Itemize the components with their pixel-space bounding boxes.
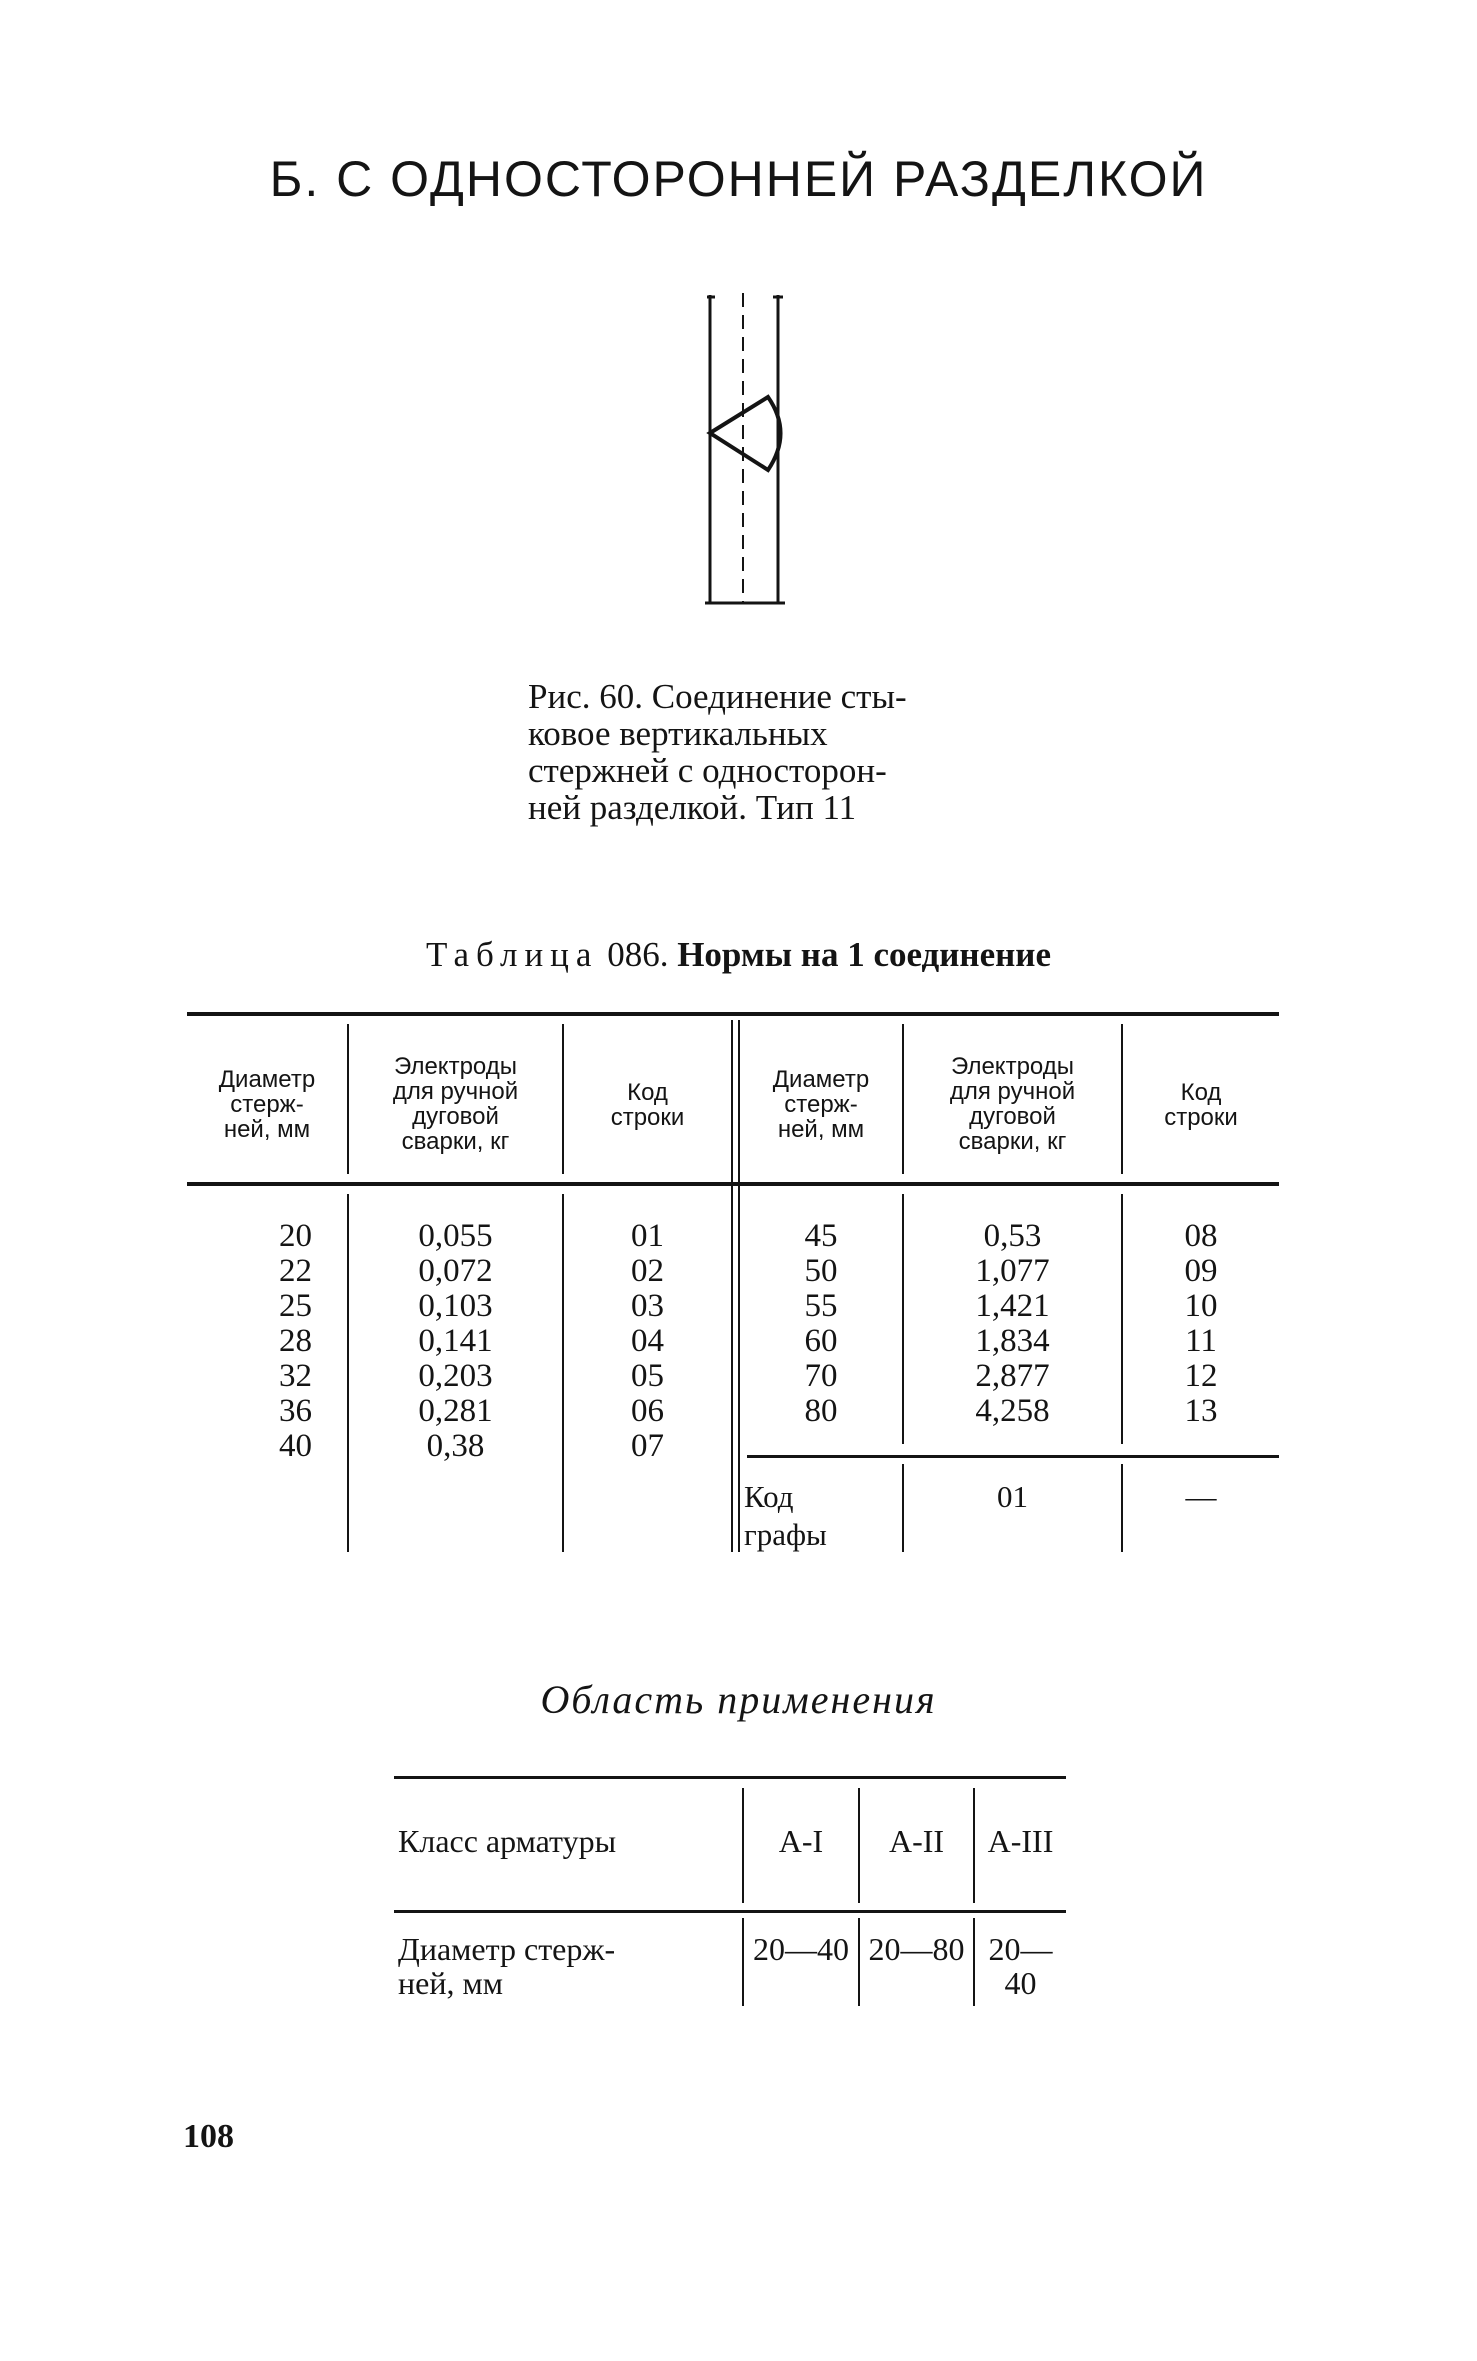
table-cell: 0,141 [418,1323,493,1359]
header-line: дуговой [969,1103,1056,1130]
scope-mid-rule [394,1910,1066,1913]
table-cell: 45 [804,1218,838,1254]
footer-label-line: Код [744,1479,794,1514]
table-cell: 25 [279,1288,312,1324]
table-cell: 4,258 [975,1393,1050,1429]
table-cell: 0,103 [418,1288,493,1324]
header-line: сварки, кг [401,1128,510,1155]
header-line: Электроды [951,1053,1074,1080]
class-a3: A-III [987,1823,1054,1859]
caption-line: ковое вертикальных [528,714,828,753]
table-cell: 03 [631,1288,664,1324]
left-code-column [564,1219,731,1464]
table-title-text: Нормы на 1 соединение [677,935,1051,974]
header-line: Диаметр [218,1066,316,1093]
table-cell: 55 [804,1288,838,1324]
table-cell: 40 [279,1428,312,1464]
left-diameter-column [187,1219,312,1464]
header-line: сварки, кг [958,1128,1067,1155]
table-cell: 09 [1184,1253,1218,1289]
scope-top-rule [394,1776,1066,1779]
column-code-label [744,1478,827,1554]
table-cell: 04 [631,1323,664,1359]
header-code [1123,1080,1279,1130]
right-electrodes-column [904,1219,1121,1429]
table-cell: 10 [1184,1288,1218,1324]
table-cell: 36 [279,1393,312,1429]
table-title-prefix: Таблица [426,935,599,974]
electrodes-column-code: 01 [997,1479,1028,1514]
table-cell: 05 [631,1358,664,1394]
table-cell: 50 [804,1253,838,1289]
footer-label-line: графы [744,1517,827,1552]
table-cell: 28 [279,1323,312,1359]
header-line: для ручной [392,1078,519,1105]
diameter-label [398,1932,698,2000]
range-a2: 20—80 [868,1931,965,1967]
table-top-rule [187,1012,1279,1016]
table-cell: 1,421 [975,1288,1050,1324]
header-diameter [740,1067,902,1142]
double-divider [731,1020,733,1552]
header-line: ней, мм [223,1116,311,1143]
table-title [0,935,1477,975]
table-cell: 11 [1185,1323,1217,1359]
table-cell: 70 [804,1358,838,1394]
caption-line: стержней с односторон- [528,751,887,790]
table-cell: 0,38 [426,1428,485,1464]
table-cell: 0,055 [418,1218,493,1254]
range-a3: 20—40 [988,1931,1053,2001]
class-a2: A-II [888,1823,945,1859]
header-line: Электроды [394,1053,517,1080]
table-number: 086. [607,935,669,974]
table-cell: 06 [631,1393,664,1429]
table-cell: 01 [631,1218,664,1254]
table-cell: 0,203 [418,1358,493,1394]
header-bottom-rule [187,1182,1279,1186]
table-cell: 12 [1184,1358,1218,1394]
table-cell: 1,834 [975,1323,1050,1359]
table-cell: 13 [1184,1393,1218,1429]
figure-caption [528,678,948,826]
table-cell: 1,077 [975,1253,1050,1289]
norms-table [187,1012,1279,1552]
scope-title: Область применения [540,1677,937,1722]
header-electrodes [349,1054,562,1154]
header-line: ней, мм [777,1116,865,1143]
table-cell: 60 [804,1323,838,1359]
class-label: Класс арматуры [398,1823,617,1859]
header-line: дуговой [412,1103,499,1130]
weld-joint-figure [685,285,805,610]
diameter-label-line: Диаметр стерж- [398,1931,616,1967]
table-cell: 0,072 [418,1253,493,1289]
table-cell: 02 [631,1253,664,1289]
caption-line: ней разделкой. Тип 11 [528,788,857,827]
table-cell: 80 [804,1393,838,1429]
left-electrodes-column [349,1219,562,1464]
footer-rule [747,1455,1279,1458]
right-code-column [1123,1219,1279,1429]
header-diameter [187,1067,347,1142]
row-code-dash: — [1185,1479,1217,1514]
header-line: Диаметр [772,1066,870,1093]
section-title: Б. С ОДНОСТОРОННЕЙ РАЗДЕЛКОЙ [269,151,1208,207]
range-a1: 20—40 [753,1931,849,1967]
table-cell: 07 [631,1428,664,1464]
table-cell: 22 [279,1253,312,1289]
right-diameter-column [740,1219,902,1429]
table-cell: 0,281 [418,1393,493,1429]
header-line: Код [1180,1079,1222,1106]
diameter-label-line: ней, мм [398,1965,503,2001]
header-line: строки [1164,1104,1238,1131]
table-cell: 20 [279,1218,312,1254]
table-cell: 0,53 [983,1218,1042,1254]
table-cell: 32 [279,1358,312,1394]
header-line: стерж- [784,1091,858,1118]
header-line: Код [627,1079,668,1106]
header-line: строки [610,1104,685,1131]
header-line: для ручной [949,1078,1076,1105]
header-electrodes [904,1054,1121,1154]
header-code [564,1080,731,1130]
page-number: 108 [183,2118,234,2155]
header-line: стерж- [230,1091,304,1118]
table-cell: 2,877 [975,1358,1050,1394]
scope-table [394,1776,1066,2006]
table-cell: 08 [1184,1218,1218,1254]
caption-line: Рис. 60. Соединение сты- [528,677,907,716]
class-a1: A-I [778,1823,824,1859]
